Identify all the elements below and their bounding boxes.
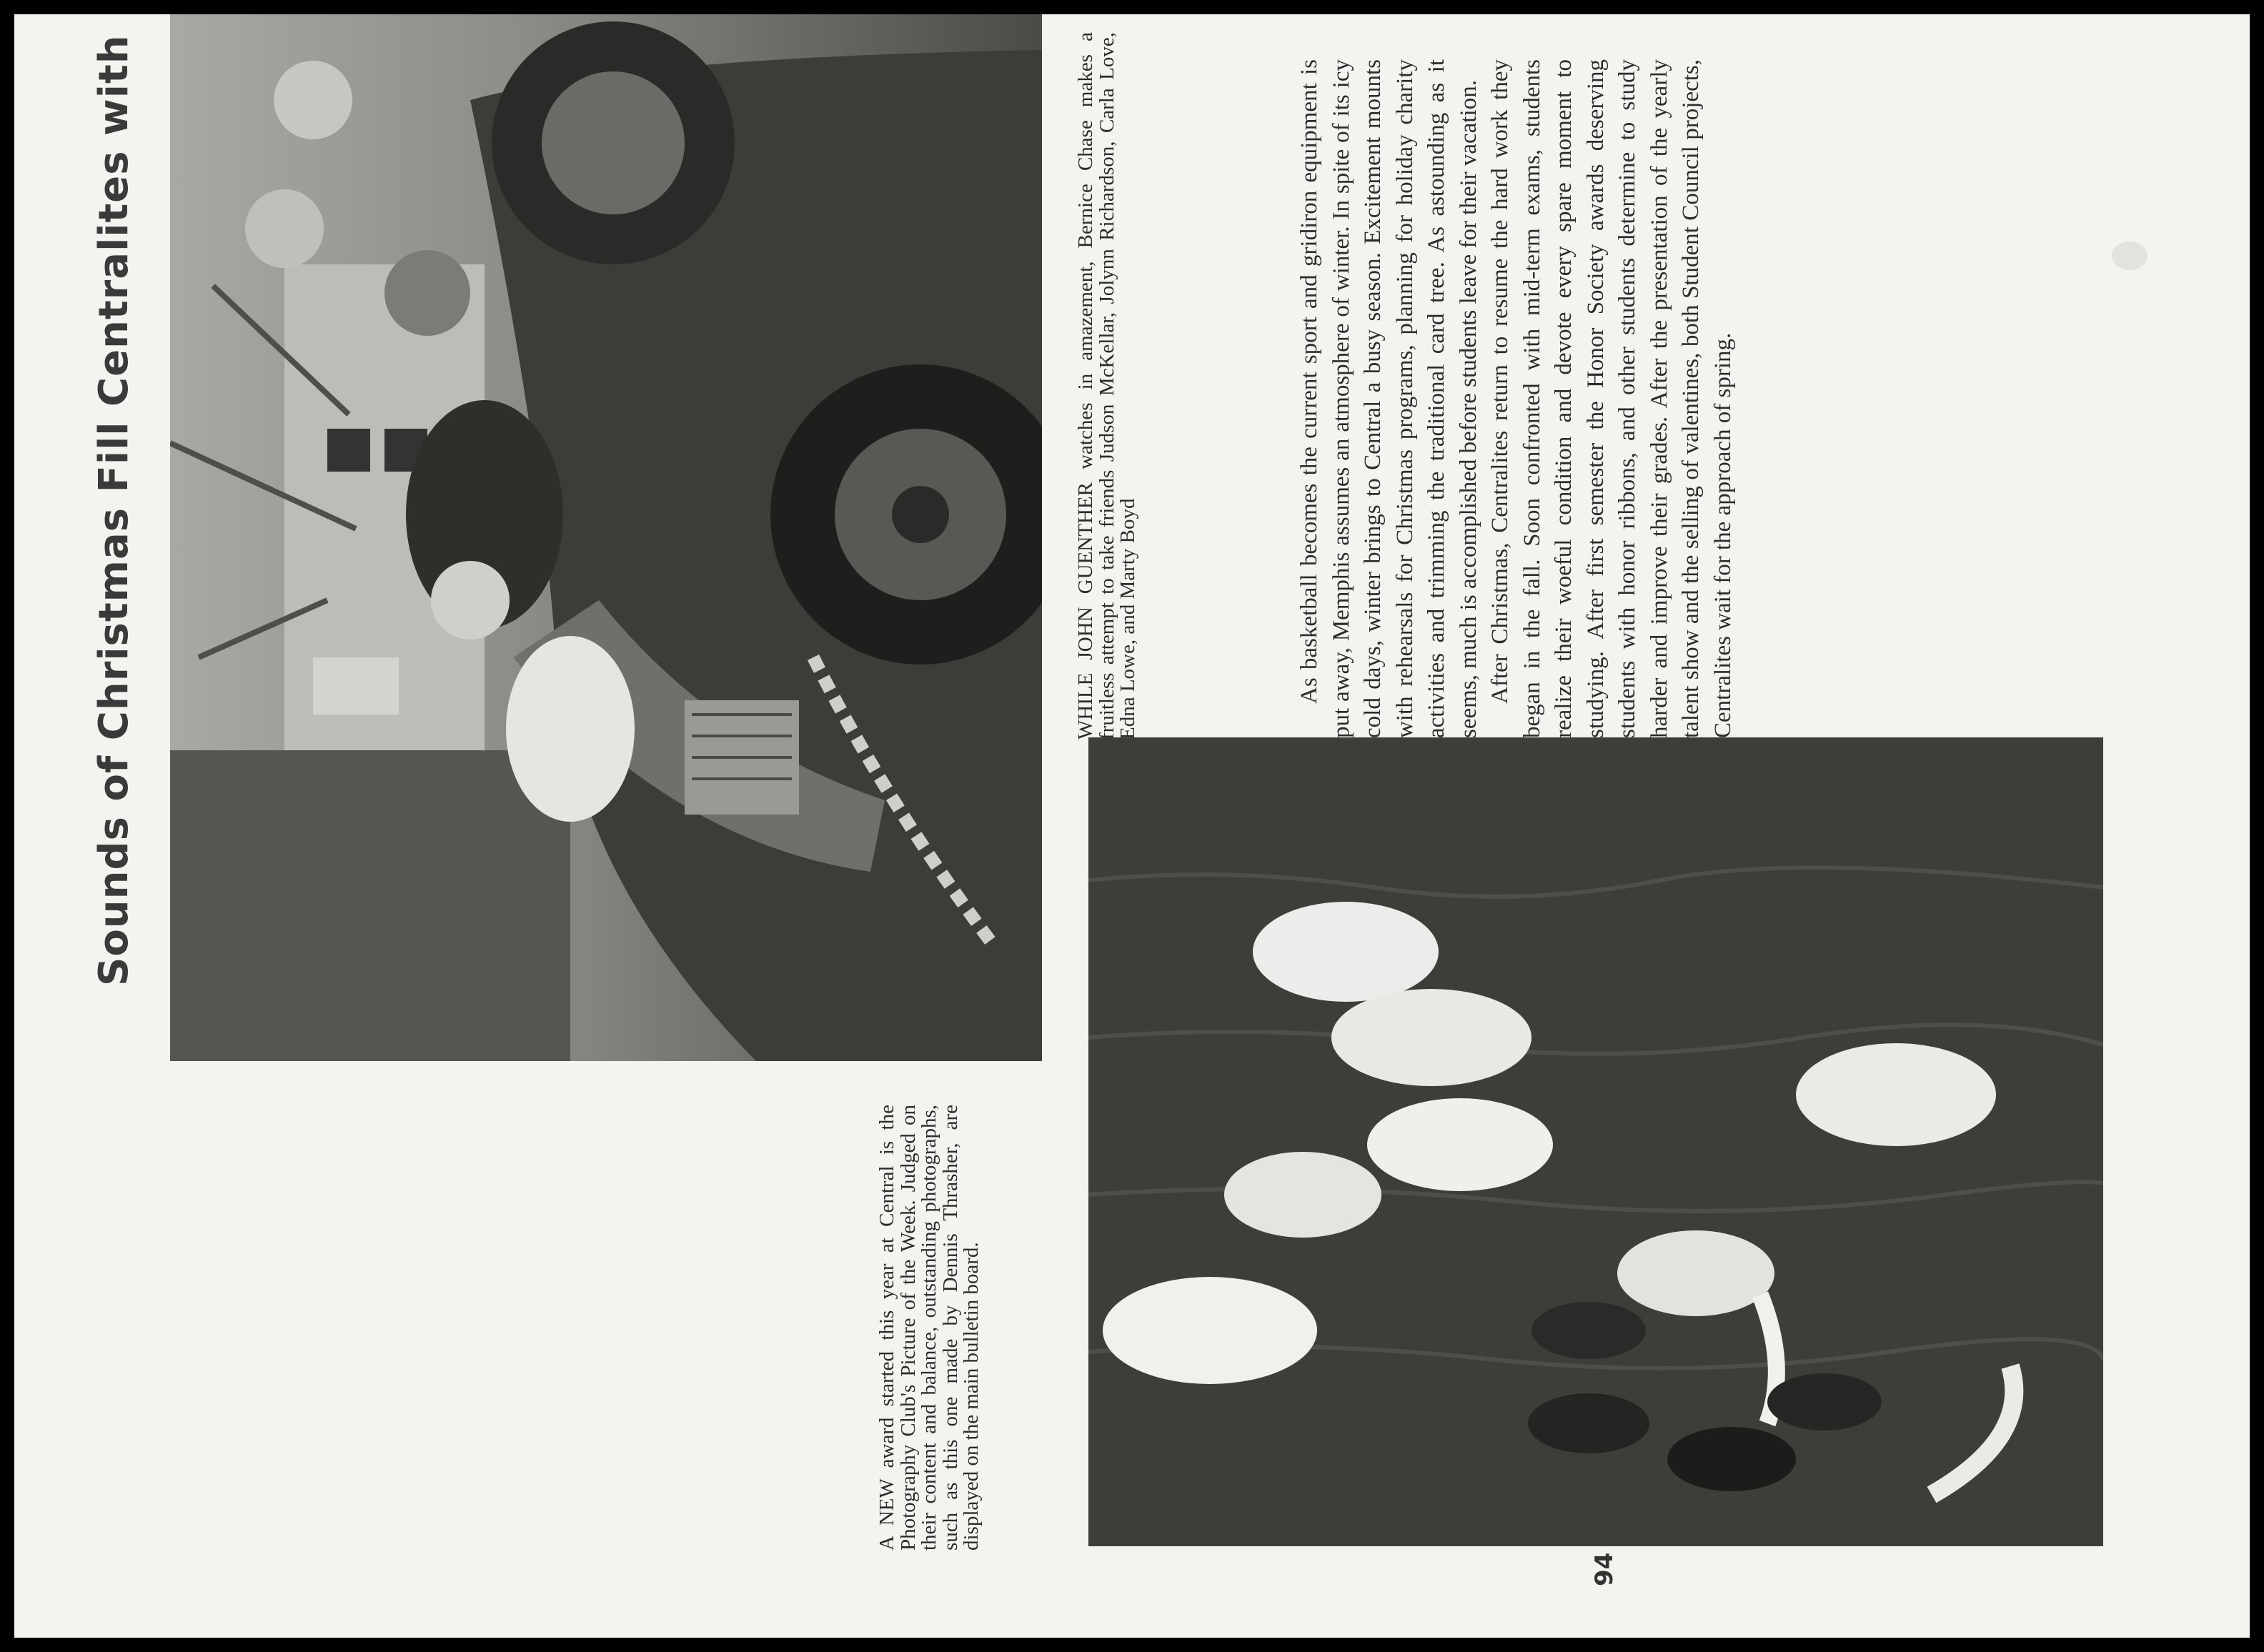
body-text bbox=[1294, 59, 2080, 738]
guenther-caption: WHILE JOHN GUENTHER watches in amazement, Bernice Chase makes a fruitless attempt to take friends Judson McKellar, Jolynn Richardson, Carla Love, Edna Lowe, and Marty Boyd bbox=[1074, 32, 1139, 740]
yearbook-page bbox=[14, 14, 2250, 1638]
swan-photo bbox=[1088, 737, 2103, 1546]
page-smudge bbox=[2112, 242, 2148, 270]
award-caption: A NEW award started this year at Central is the Photography Club's Picture of the Week. Judged on their content and balance, outstanding photographs, such as this one made by Dennis Thrasher, are displayed on the main bulletin board. bbox=[875, 1105, 983, 1551]
car-photo bbox=[170, 14, 1042, 1061]
body-paragraph: After Christmas, Centralites return to resume the hard work they began in the fall. Soon confronted with mid-term exams, students realize their woeful condition and devote every spare moment to studying. After first semester the Honor Society awards deserving students with honor ribbons, and other students determine to study harder and improve their grades. After the presentation of the yearly talent show and the selling of valentines, both Student Council projects, Centralites wait for the approach of spring. bbox=[1487, 59, 1736, 738]
body-paragraph: As basketball becomes the current sport and gridiron equipment is put away, Memphis assumes an atmosphere of winter. In spite of its icy cold days, winter brings to Central a busy season. Excitement mounts with rehearsals for Christmas programs, planning for holiday charity activities and trimming the traditional card tree. As astounding as it seems, much is accomplished before students leave for their vacation. bbox=[1296, 59, 1481, 738]
page-title: Sounds of Christmas Fill Centralites with bbox=[91, 34, 137, 986]
page-number: 94 bbox=[1590, 1552, 1619, 1586]
